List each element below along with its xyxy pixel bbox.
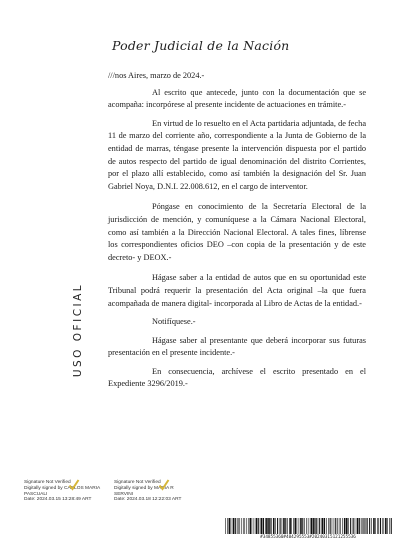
paragraph: Póngase en conocimiento de la Secretaría Electoral de la jurisdicción de mención, y comuníquese a la Cámara Nacional Electoral, como así también a la Dirección Nacional Electoral. A tales fines, líbrense los correspondientes oficios DEO –con copia de la presentación y de este decreto- y DEOX.- <box>108 202 366 262</box>
signature-status: Signature Not Verified <box>114 480 161 485</box>
paragraph: Notifíquese.- <box>152 317 196 327</box>
signature-date: Date: 2024.03.15 13:28:49 ART <box>24 497 92 503</box>
official-use-watermark: USO OFICIAL <box>72 282 84 378</box>
paragraph: Al escrito que antecede, junto con la documentación que se acompaña: incorpórese al presente incidente de actuaciones en trámite.- <box>108 87 366 110</box>
document-body <box>108 70 366 399</box>
paragraph: Hágase saber a la entidad de autos que en su oportunidad este Tribunal podrá requerir la presentación del Acta original –la que fuera acompañada de manera digital- incorporada al Libro de Actas de la entidad.- <box>108 273 366 308</box>
digital-signature-block <box>24 480 114 503</box>
check-icon <box>68 478 80 492</box>
signature-signed-by: Digitally signed by MARIA R <box>114 485 174 491</box>
signature-status: Signature Not Verified <box>24 480 71 485</box>
digital-signature-block <box>114 480 204 503</box>
page-header-title: Poder Judicial de la Nación <box>112 38 290 53</box>
signature-signer-name: SERVINI <box>114 491 134 497</box>
barcode-number: #34855360#404295553#20240315121255536 <box>260 535 356 540</box>
paragraph: En consecuencia, archívese el escrito presentado en el Expediente 3296/2019.- <box>108 366 366 389</box>
signature-signed-by: Digitally signed by CARLOS MARIA <box>24 485 101 491</box>
barcode <box>224 518 392 542</box>
paragraph: En virtud de lo resuelto en el Acta partidaria adjuntada, de fecha 11 de marzo del corriente año, correspondiente a la Junta de Gobierno de la entidad de marras, téngase presente la intervención dispuesta por el partido de autos respecto del partido de igual denominación del distrito Corrientes, por el plazo allí establecido, como así también la designación del Sr. Juan Gabriel Noya, D.N.I. 22.008.612, en el cargo de interventor. <box>108 118 366 191</box>
signature-date: Date: 2024.03.18 12:22:03 ART <box>114 497 182 503</box>
date-line: ///nos Aires, marzo de 2024.- <box>108 71 205 80</box>
check-icon <box>158 478 170 492</box>
barcode-bars <box>224 518 392 534</box>
paragraph: Hágase saber al presentante que deberá incorporar sus futuras presentación en el presente incidente.- <box>108 335 366 358</box>
signature-signer-name: PASCUALI <box>24 491 48 497</box>
